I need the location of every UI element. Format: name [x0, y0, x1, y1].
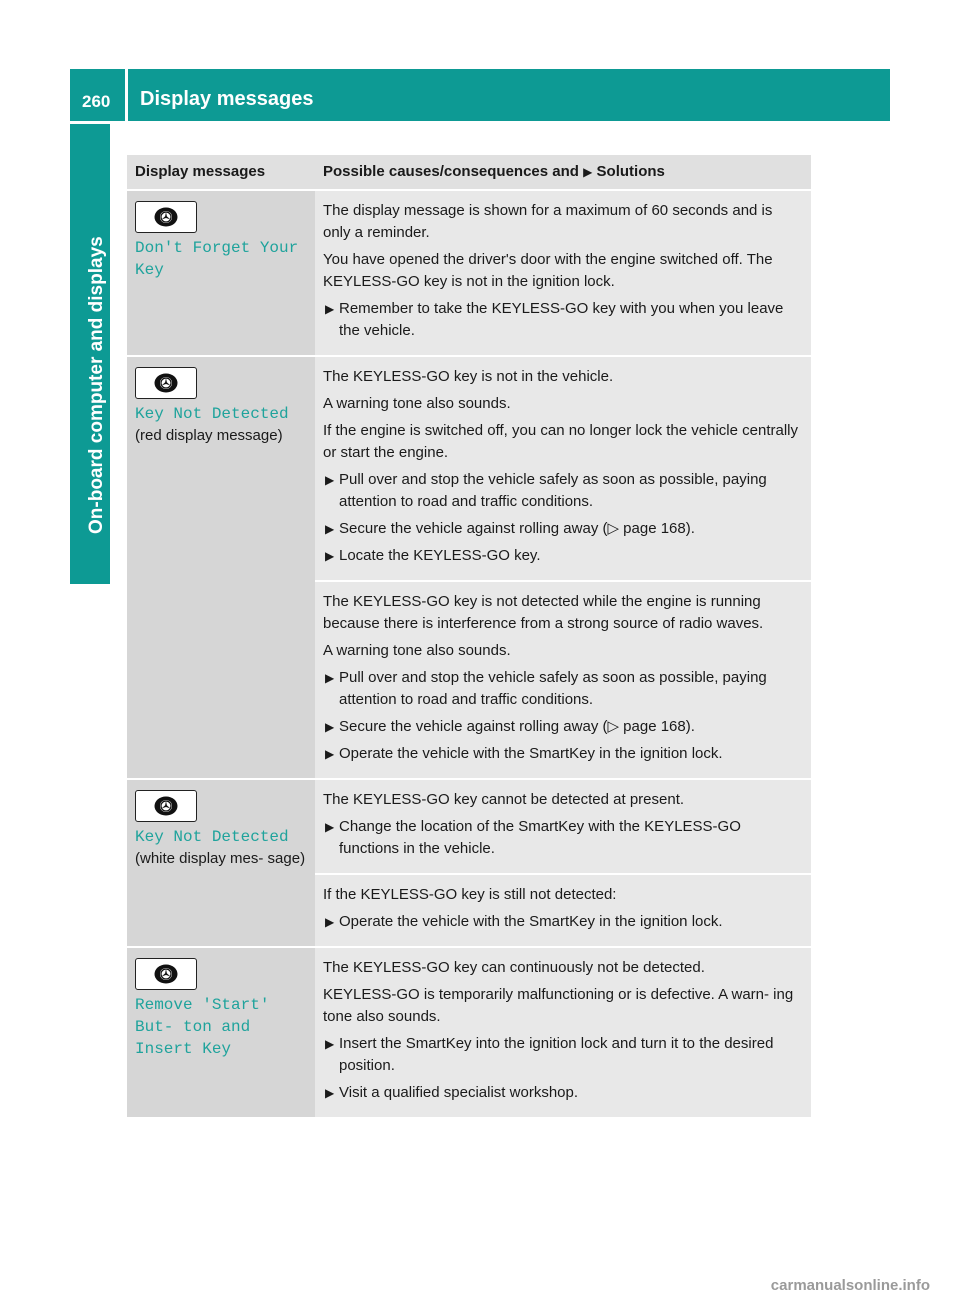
- cause-text: The KEYLESS-GO key can continuously not be detected.: [323, 959, 705, 976]
- display-message-text: Remove 'Start' But- ton and Insert Key: [135, 996, 270, 1058]
- step-arrow-icon: ▶: [325, 915, 335, 929]
- step-arrow-icon: ▶: [325, 473, 335, 487]
- step-arrow-icon: ▶: [325, 747, 335, 761]
- solution-step-text: Operate the vehicle with the SmartKey in the ignition lock.: [339, 913, 723, 930]
- solution-step-text: Locate the KEYLESS-GO key.: [339, 547, 541, 564]
- column-header-display-messages: Display messages: [127, 155, 315, 190]
- message-cell: [127, 779, 315, 947]
- column-header-solutions: [315, 155, 811, 190]
- cause-text: The KEYLESS-GO key is not in the vehicle.: [323, 368, 614, 385]
- solution-step: [323, 545, 803, 567]
- display-messages-table: [127, 155, 811, 1119]
- display-message-note: (red display message): [135, 427, 283, 444]
- chapter-label: On-board computer and displays: [86, 236, 107, 534]
- display-message-text: Key Not Detected: [135, 405, 289, 423]
- solution-step-text: Change the location of the SmartKey with the KEYLESS-GO functions in the vehicle.: [339, 818, 741, 857]
- solution-cell: [315, 581, 811, 779]
- solution-step-text: Operate the vehicle with the SmartKey in the ignition lock.: [339, 745, 723, 762]
- solution-step: [323, 911, 803, 933]
- message-cell: [127, 190, 315, 356]
- key-icon: [135, 790, 197, 822]
- solution-step: [323, 667, 803, 711]
- cause-text: The KEYLESS-GO key is not detected while the engine is running because there is interference from a strong source of radio waves.: [323, 593, 764, 632]
- cause-text: If the KEYLESS-GO key is still not detected:: [323, 886, 617, 903]
- solution-step-text: Secure the vehicle against rolling away (▷ page 168).: [339, 718, 695, 735]
- step-arrow-icon: ▶: [325, 302, 335, 316]
- cause-text: The display message is shown for a maximum of 60 seconds and is only a reminder.: [323, 202, 773, 241]
- solution-cell: [315, 190, 811, 356]
- cause-text: A warning tone also sounds.: [323, 395, 511, 412]
- display-message-note: (white display mes- sage): [135, 850, 306, 867]
- page-title: Display messages: [140, 88, 314, 110]
- cause-text: The KEYLESS-GO key cannot be detected at present.: [323, 791, 685, 808]
- display-message-text: Don't Forget Your Key: [135, 239, 299, 279]
- cause-text: If the engine is switched off, you can no longer lock the vehicle centrally or start the engine.: [323, 422, 798, 461]
- solution-step: [323, 716, 803, 738]
- cause-text: KEYLESS-GO is temporarily malfunctioning or is defective. A warn- ing tone also sounds.: [323, 986, 794, 1025]
- table-row: [127, 779, 811, 874]
- table-row: [127, 947, 811, 1118]
- solution-step: [323, 298, 803, 342]
- table-row: [127, 356, 811, 581]
- chapter-label-wrap: [86, 154, 118, 534]
- solution-step-text: Visit a qualified specialist workshop.: [339, 1084, 579, 1101]
- solution-step: [323, 1033, 803, 1077]
- solution-step-text: Insert the SmartKey into the ignition lock and turn it to the desired position.: [339, 1035, 774, 1074]
- solution-step-text: Pull over and stop the vehicle safely as soon as possible, paying attention to road and traffic conditions.: [339, 471, 767, 510]
- step-arrow-icon: ▶: [325, 1037, 335, 1051]
- column-header-causes: Possible causes/consequences and: [323, 163, 579, 180]
- step-arrow-icon: ▶: [325, 820, 335, 834]
- solution-step-text: Secure the vehicle against rolling away (▷ page 168).: [339, 520, 695, 537]
- solution-step: [323, 1082, 803, 1104]
- step-arrow-icon: ▶: [325, 671, 335, 685]
- solution-cell: [315, 874, 811, 947]
- solution-step-text: Remember to take the KEYLESS-GO key with you when you leave the vehicle.: [339, 300, 784, 339]
- step-arrow-icon: ▶: [325, 522, 335, 536]
- watermark: carmanualsonline.info: [770, 1277, 930, 1294]
- step-arrow-icon: ▶: [325, 720, 335, 734]
- message-cell: [127, 947, 315, 1118]
- solution-step: [323, 816, 803, 860]
- cause-text: A warning tone also sounds.: [323, 642, 511, 659]
- display-message-text: Key Not Detected: [135, 828, 289, 846]
- solution-step: [323, 518, 803, 540]
- header-divider: [125, 69, 128, 121]
- key-icon: [135, 367, 197, 399]
- key-icon: [135, 201, 197, 233]
- table-body: [127, 190, 811, 1118]
- solution-step-text: Pull over and stop the vehicle safely as soon as possible, paying attention to road and traffic conditions.: [339, 669, 767, 708]
- message-cell: [127, 356, 315, 779]
- table-row: [127, 190, 811, 356]
- column-header-solutions-label: Solutions: [596, 163, 665, 180]
- page-number: 260: [82, 92, 111, 111]
- solution-cell: [315, 356, 811, 581]
- step-arrow-icon: ▶: [325, 549, 335, 563]
- key-icon: [135, 958, 197, 990]
- solution-cell: [315, 947, 811, 1118]
- table-header-row: [127, 155, 811, 190]
- arrow-icon: ▶: [583, 165, 593, 179]
- solution-step: [323, 469, 803, 513]
- solution-cell: [315, 779, 811, 874]
- cause-text: You have opened the driver's door with the engine switched off. The KEYLESS-GO key is not in the ignition lock.: [323, 251, 773, 290]
- solution-step: [323, 743, 803, 765]
- step-arrow-icon: ▶: [325, 1086, 335, 1100]
